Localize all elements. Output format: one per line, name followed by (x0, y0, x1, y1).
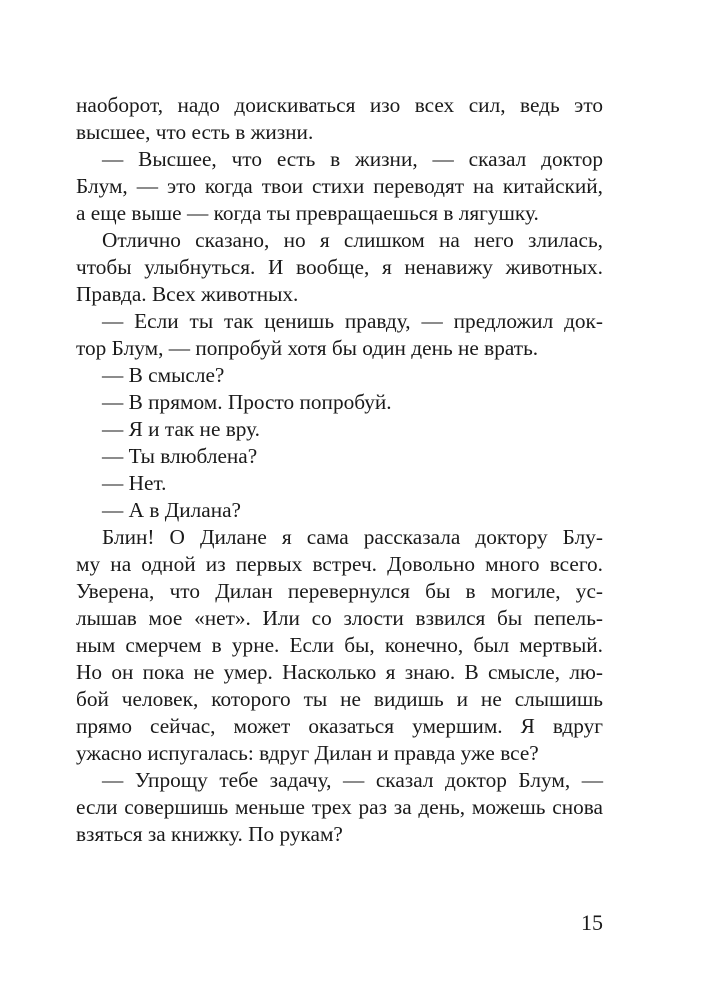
text-line: бой человек, которого ты не видишь и не слышишь (76, 687, 603, 711)
text-line: Блум, — это когда твои стихи переводят на китайский, (76, 174, 603, 198)
text-line: тор Блум, — попробуй хотя бы один день не врать. (76, 336, 539, 360)
text-line: Уверена, что Дилан перевернулся бы в могиле, ус- (76, 579, 603, 603)
text-line: наоборот, надо доискиваться изо всех сил, ведь это (76, 93, 603, 117)
text-line: Правда. Всех животных. (76, 282, 299, 306)
text-line: взяться за книжку. По рукам? (76, 822, 343, 846)
text-line: Отлично сказано, но я слишком на него злилась, (102, 228, 603, 252)
text-line: Блин! О Дилане я сама рассказала доктору Блу- (102, 525, 603, 549)
text-line: если совершишь меньше трех раз за день, можешь снова (76, 795, 603, 819)
text-line: — Упрощу тебе задачу, — сказал доктор Блум, — (102, 768, 603, 792)
page-number: 15 (581, 910, 603, 935)
text-line: ужасно испугалась: вдруг Дилан и правда уже все? (76, 741, 539, 765)
text-line: прямо сейчас, может оказаться умершим. Я вдруг (76, 714, 603, 738)
text-line: — Если ты так ценишь правду, — предложил док- (102, 309, 603, 333)
text-line: лышав мое «нет». Или со злости взвился бы пепель- (76, 606, 603, 630)
text-line: — В смысле? (102, 363, 225, 387)
text-line: — Высшее, что есть в жизни, — сказал доктор (102, 147, 603, 171)
text-line: — В прямом. Просто попробуй. (102, 390, 392, 414)
text-line: му на одной из первых встреч. Довольно много всего. (76, 552, 603, 576)
text-line: ным смерчем в урне. Если бы, конечно, был мертвый. (76, 633, 603, 657)
text-line: — Ты влюблена? (102, 444, 258, 468)
text-line: — Нет. (102, 471, 167, 495)
body-text (76, 92, 603, 848)
text-line: а еще выше — когда ты превращаешься в лягушку. (76, 201, 539, 225)
text-line: чтобы улыбнуться. И вообще, я ненавижу животных. (76, 255, 603, 279)
text-line: высшее, что есть в жизни. (76, 120, 314, 144)
text-line: — Я и так не вру. (102, 417, 261, 441)
text-line: Но он пока не умер. Насколько я знаю. В смысле, лю- (76, 660, 603, 684)
text-line: — А в Дилана? (102, 498, 242, 522)
